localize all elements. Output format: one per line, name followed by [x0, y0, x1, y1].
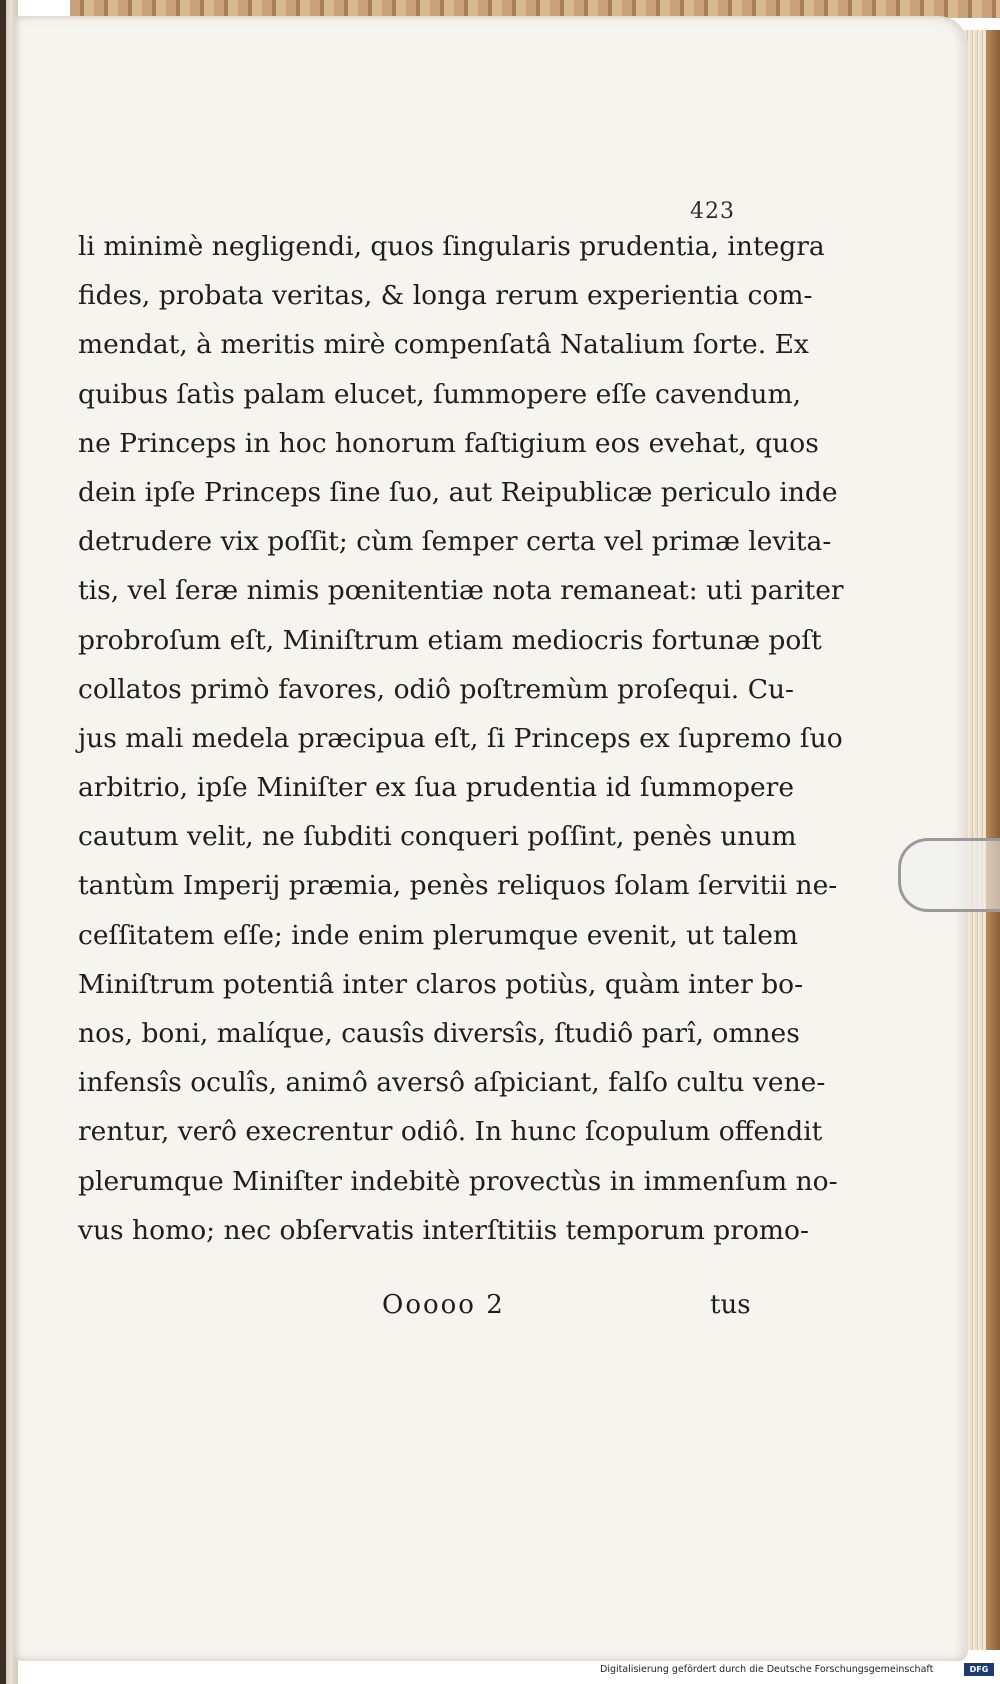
- book-spine: [0, 0, 6, 1684]
- text-line: probroſum eſt, Miniſtrum etiam mediocris fortunæ poſt: [78, 624, 822, 656]
- text-line: jus mali medela præcipua eſt, ſi Princeps ex ſupremo ſuo: [78, 722, 843, 754]
- text-line: detrudere vix poſſit; cùm ſemper certa vel primæ levita-: [78, 526, 832, 558]
- digitization-credit: Digitalisierung gefördert durch die Deutsche Forschungsgemeinschaft: [600, 1664, 934, 1675]
- text-line: tis, vel ſeræ nimis pœnitentiæ nota remaneat: uti pariter: [78, 575, 844, 607]
- text-line: arbitrio, ipſe Miniſter ex ſua prudentia id ſummopere: [78, 772, 794, 804]
- text-line: ceſſitatem eſſe; inde enim plerumque evenit, ut talem: [78, 919, 799, 951]
- text-line: cautum velit, ne ſubditi conqueri poſſint, penès unum: [78, 821, 797, 853]
- text-line: quibus ſatìs palam elucet, ſummopere eſſe cavendum,: [78, 378, 802, 410]
- text-line: collatos primò favores, odiô poſtremùm proſequi. Cu-: [78, 673, 794, 705]
- page-clip-holder: [898, 838, 1000, 912]
- signature-mark: Ooooo 2: [382, 1290, 505, 1320]
- text-line: plerumque Miniſter indebitè provectùs in immenſum no-: [78, 1165, 838, 1197]
- page-number: 423: [690, 199, 735, 224]
- catchword: tus: [710, 1290, 751, 1320]
- text-line: tantùm Imperij præmia, penès reliquos ſolam ſervitii ne-: [78, 870, 838, 902]
- text-line: dein ipſe Princeps ſine ſuo, aut Reipublicæ periculo inde: [78, 476, 838, 508]
- text-line: fides, probata veritas, & longa rerum experientia com-: [78, 280, 813, 312]
- text-line: mendat, à meritis mirè compenſatâ Natalium ſorte. Ex: [78, 329, 809, 361]
- text-line: ne Princeps in hoc honorum faſtigium eos evehat, quos: [78, 427, 819, 459]
- text-line: nos, boni, malíque, causîs diversîs, ſtudiô parî, omnes: [78, 1018, 800, 1049]
- page-body-text: [78, 222, 844, 1255]
- dfg-logo: DFG: [964, 1663, 994, 1676]
- text-line: Miniſtrum potentiâ inter claros potiùs, quàm inter bo-: [78, 968, 804, 1000]
- text-line: rentur, verô execrentur odiô. In hunc ſcopulum offendit: [78, 1116, 823, 1148]
- text-line: vus homo; nec obſervatis interſtitiis temporum promo-: [78, 1214, 809, 1246]
- text-line: infensîs oculîs, animô aversô aſpiciant, falſo cultu vene-: [78, 1067, 826, 1099]
- text-line: li minimè negligendi, quos ſingularis prudentia, integra: [78, 231, 825, 262]
